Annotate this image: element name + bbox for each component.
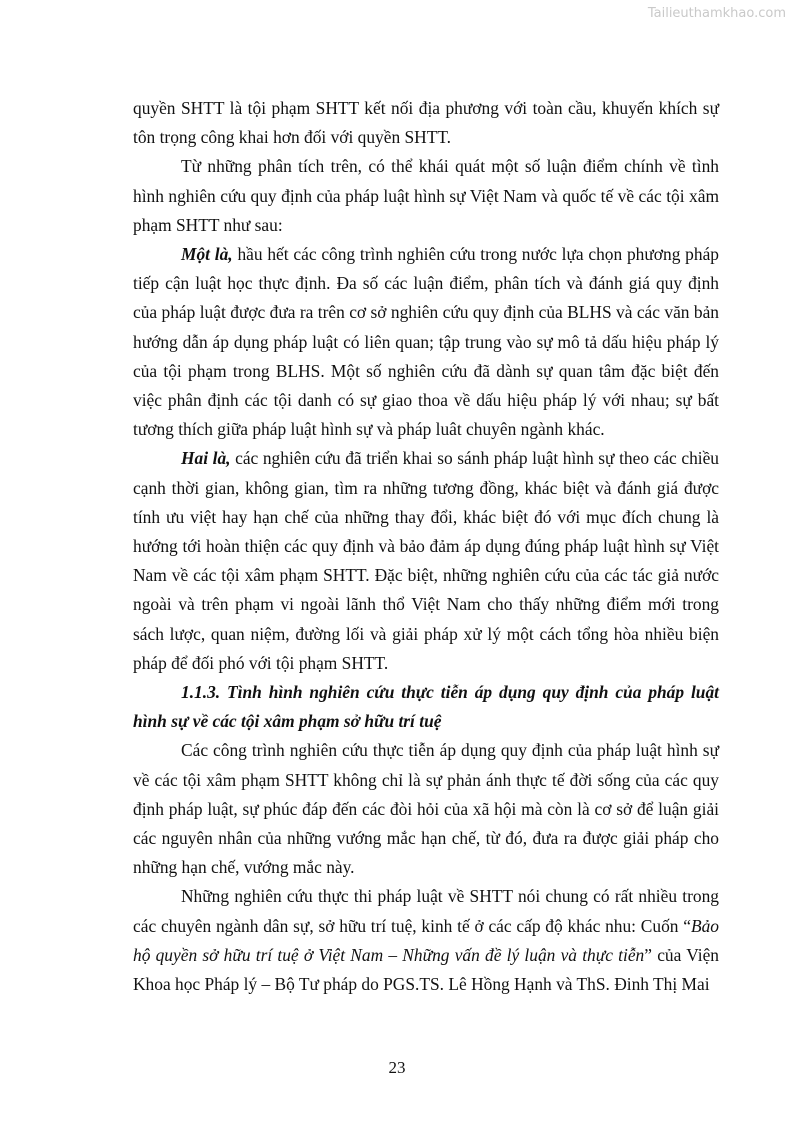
paragraph-enforcement-research (133, 882, 719, 999)
point-two-body: các nghiên cứu đã triển khai so sánh pháp luật hình sự theo các chiều cạnh thời gian, không gian, tìm ra những tương đồng, khác biệt và đánh giá được tính ưu việt hay hạn chế của những thay đổi, khác biệt đó với mục đích chung là hướng tới hoàn thiện các quy định và bảo đảm áp dụng đúng pháp luật hình sự Việt Nam về các tội xâm phạm SHTT. Đặc biệt, những nghiên cứu của các tác giả nước ngoài và trên phạm vi ngoài lãnh thổ Việt Nam cho thấy những điểm mới trong sách lược, quan niệm, đường lối và giải pháp xử lý một cách tổng hòa nhiều biện pháp để đối phó với tội phạm SHTT. (133, 448, 720, 673)
paragraph-summary-intro: Từ những phân tích trên, có thể khái quát một số luận điểm chính về tình hình nghiên cứu quy định của pháp luật hình sự Việt Nam và quốc tế về các tội xâm phạm SHTT như sau: (133, 156, 719, 235)
book-title: Bảo hộ quyền sở hữu trí tuệ ở Việt Nam – Những vấn đề lý luận và thực tiễn (133, 915, 719, 965)
enforcement-text-end: ” của Viện Khoa học Pháp lý – Bộ Tư pháp do PGS.TS. Lê Hồng Hạnh và ThS. Đinh Thị Mai (133, 944, 719, 995)
watermark-text: Tailieuthamkhao.com (647, 6, 786, 21)
document-body (133, 94, 719, 999)
point-two-lead: Hai là, (181, 448, 231, 469)
paragraph-point-one (133, 240, 719, 444)
paragraph-continuation: quyền SHTT là tội phạm SHTT kết nối địa phương với toàn cầu, khuyến khích sự tôn trọng công khai hơn đối với quyền SHTT. (133, 98, 719, 148)
page-number: 23 (388, 1058, 406, 1077)
point-one-lead: Một là, (181, 244, 233, 265)
paragraph-point-two (133, 444, 719, 678)
section-heading: 1.1.3. Tình hình nghiên cứu thực tiễn áp dụng quy định của pháp luật hình sự về các tội xâm phạm sở hữu trí tuệ (133, 682, 719, 732)
point-one-body: hầu hết các công trình nghiên cứu trong nước lựa chọn phương pháp tiếp cận luật học thực định. Đa số các luận điểm, phân tích và đánh giá quy định của pháp luật được đưa ra trên cơ sở nghiên cứu quy định của BLHS và các văn bản hướng dẫn áp dụng pháp luật có liên quan; tập trung vào sự mô tả dấu hiệu pháp lý của tội phạm trong BLHS. Một số nghiên cứu đã dành sự quan tâm đặc biệt đến việc phân định các tội danh có sự giao thoa về dấu hiệu pháp lý với nhau; sự bất tương thích giữa pháp luật hình sự và pháp luât chuyên ngành khác. (133, 244, 719, 440)
paragraph-practice-research: Các công trình nghiên cứu thực tiễn áp dụng quy định của pháp luật hình sự về các tội xâm phạm SHTT không chỉ là sự phản ánh thực tế đời sống của các quy định pháp luật, sự phúc đáp đến các đòi hỏi của xã hội mà còn là cơ sở để luận giải các nguyên nhân của những vướng mắc hạn chế, từ đó, đưa ra được giải pháp cho những hạn chế, vướng mắc này. (133, 740, 719, 878)
enforcement-text-start: Những nghiên cứu thực thi pháp luật về SHTT nói chung có rất nhiều trong các chuyên ngành dân sự, sở hữu trí tuệ, kinh tế ở các cấp độ khác nhu: Cuốn “ (133, 886, 719, 936)
